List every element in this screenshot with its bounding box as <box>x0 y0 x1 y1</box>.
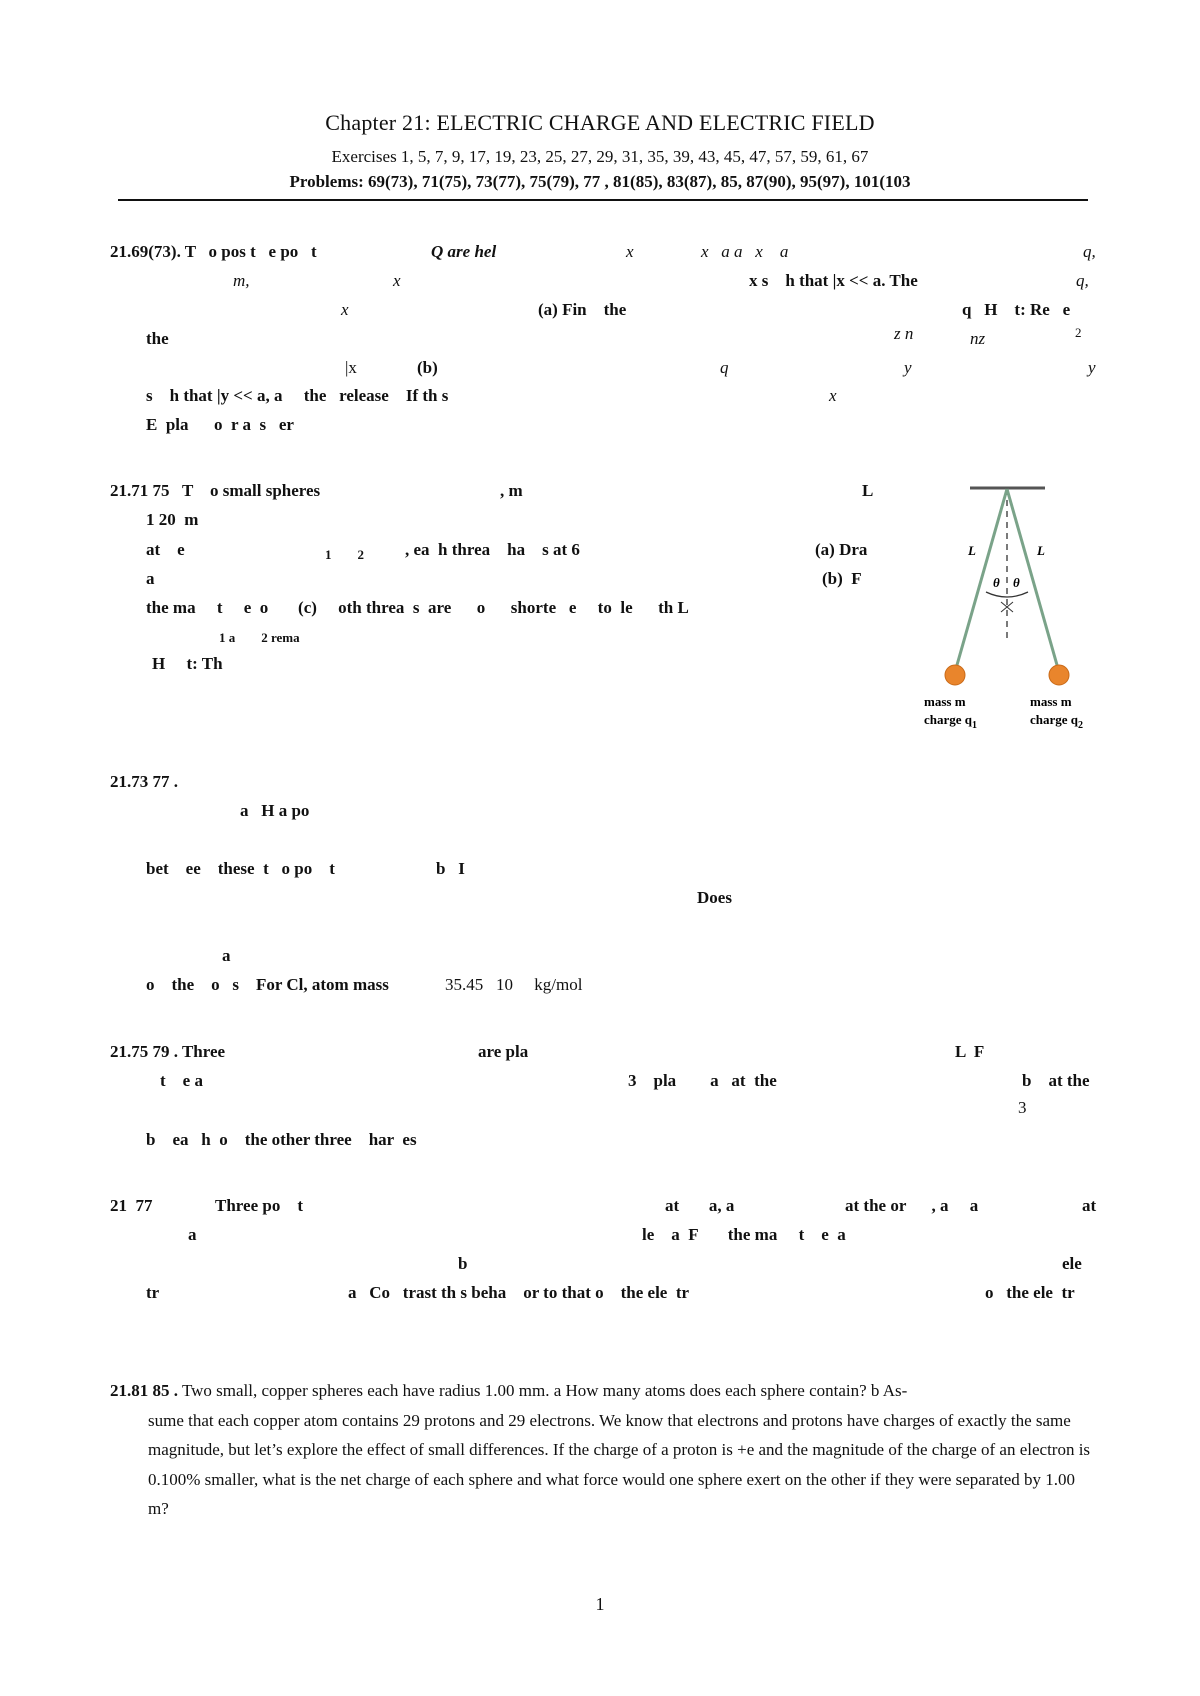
pendulum-figure <box>915 476 1105 736</box>
p77-line1c: at a, a <box>665 1196 735 1215</box>
charge-right-text: charge q <box>1030 712 1079 727</box>
p75-line2c: b at the <box>1022 1071 1090 1090</box>
p71-line3c: , ea h threa ha s at 6 <box>405 540 580 559</box>
p69-line2d: q, <box>1076 271 1089 290</box>
charge-right-label <box>1030 712 1083 731</box>
page-number: 1 <box>595 1594 605 1614</box>
charge-left-label <box>924 712 977 731</box>
p81-text1: Two small, copper spheres each have radius 1.00 mm. a How many atoms does each sphere contain? b As- <box>178 1381 908 1400</box>
p77-line3a: b <box>458 1254 468 1273</box>
p69-line6b: x <box>829 386 837 405</box>
p75-line1b: are pla <box>478 1042 529 1061</box>
exercises-list: Exercises 1, 5, 7, 9, 17, 19, 23, 25, 27, 29, 31, 35, 39, 43, 45, 47, 57, 59, 61, 67 <box>331 147 869 166</box>
p77-line1b: Three po t <box>215 1196 303 1215</box>
p71-line1a: 21.71 75 T o small spheres <box>110 481 321 500</box>
theta-right: θ <box>1013 575 1020 590</box>
p71-line3b: 1 2 <box>325 547 364 562</box>
p69-line1e: q, <box>1083 242 1096 261</box>
charge-right-sub: 2 <box>1078 720 1084 731</box>
p69-line5d: y <box>904 358 912 377</box>
p77-line1d: at the or , a a <box>845 1196 979 1215</box>
p69-line3c: q H t: Re e <box>962 300 1071 319</box>
p69-line2b: x <box>393 271 401 290</box>
p69-line5a: |x <box>345 358 357 377</box>
p75-line1c: L F <box>955 1042 985 1061</box>
p77-line2b: le a F the ma t e a <box>642 1225 846 1244</box>
left-sphere <box>945 665 965 685</box>
right-sphere <box>1049 665 1069 685</box>
p71-line4a: a <box>146 569 155 588</box>
p69-line5e: y <box>1088 358 1096 377</box>
p77-line4b: a Co trast th s beha or to that o the ele tr <box>348 1283 690 1302</box>
p69-line4d: 2 <box>1075 325 1082 340</box>
p77-line4a: tr <box>146 1283 160 1302</box>
p71-line6: 1 a 2 rema <box>219 630 300 645</box>
mass-left-label: mass m <box>924 694 966 709</box>
p77-line2a: a <box>188 1225 197 1244</box>
problems-list: Problems: 69(73), 71(75), 73(77), 75(79), 77 , 81(85), 83(87), 85, 87(90), 95(97), 101(103 <box>289 172 911 191</box>
p73-line4: Does <box>697 888 732 907</box>
p73-line6a: o the o s For Cl, atom mass <box>146 975 389 994</box>
p73-line2: a H a po <box>240 801 310 820</box>
charge-left-sub: 1 <box>972 720 978 731</box>
p69-line3b: (a) Fin the <box>538 300 627 319</box>
p69-line4a: the <box>146 329 169 348</box>
p69-line2a: m, <box>233 271 250 290</box>
p69-line7: E pla o r a s er <box>146 415 294 434</box>
p71-line4b: (b) F <box>822 569 862 588</box>
pendulum-diagram <box>915 476 1105 736</box>
mass-right-label: mass m <box>1030 694 1072 709</box>
p69-line3a: x <box>341 300 349 319</box>
p77-line3b: ele <box>1062 1254 1082 1273</box>
page-title: Chapter 21: ELECTRIC CHARGE AND ELECTRIC FIELD <box>325 110 875 135</box>
p71-line3a: at e <box>146 540 185 559</box>
p75-line2b: 3 pla a at the <box>628 1071 777 1090</box>
p69-line1d: x a a x a <box>701 242 789 261</box>
p75-line2a: t e a <box>160 1071 203 1090</box>
p71-line2: 1 20 m <box>146 510 199 529</box>
p77-line1a: 21 77 <box>110 1196 153 1215</box>
label-l-left: L <box>968 543 976 558</box>
p69-line2c: x s h that |x << a. The <box>749 271 918 290</box>
p81-label: 21.81 85 . <box>110 1381 178 1400</box>
p73-line5: a <box>222 946 231 965</box>
p69-line4b: z n <box>894 324 914 343</box>
p77-line1e: at <box>1082 1196 1097 1215</box>
p71-line3d: (a) Dra <box>815 540 868 559</box>
p75-line1a: 21.75 79 . Three <box>110 1042 226 1061</box>
p73-line1: 21.73 77 . <box>110 772 178 791</box>
header-divider <box>118 199 1088 201</box>
p69-line5b: (b) <box>417 358 438 377</box>
p71-line1c: L <box>862 481 874 500</box>
p71-line7: H t: Th <box>152 654 223 673</box>
label-l-right: L <box>1037 543 1045 558</box>
p73-line3a: bet ee these t o po t <box>146 859 335 878</box>
p71-line1b: , m <box>500 481 523 500</box>
p69-line1b: Q are hel <box>431 242 497 261</box>
theta-left: θ <box>993 575 1000 590</box>
p77-line4c: o the ele tr <box>985 1283 1075 1302</box>
p81-text2: sume that each copper atom contains 29 protons and 29 electrons. We know that electrons and protons have charges of exactly the same magnitude, but let’s explore the effect of small differences. If the charge of a proton is +e and the magnitude of the charge of an electron is 0.100% smaller, what is the net charge of each sphere and what force would one sphere exert on the other if they were separated by 1.00 m? <box>148 1410 1091 1518</box>
p69-line5c: q <box>720 358 729 377</box>
p69-line4c: nz <box>970 329 986 348</box>
p75-line3: 3 <box>1018 1098 1027 1117</box>
problem-21-81 <box>110 1376 1100 1524</box>
p73-line3b: b I <box>436 859 465 878</box>
charge-left-text: charge q <box>924 712 973 727</box>
p69-line6a: s h that |y << a, a the release If th s <box>146 386 449 405</box>
p73-line6b: 35.45 10 kg/mol <box>445 975 583 994</box>
p69-line1c: x <box>626 242 634 261</box>
p69-line1a: 21.69(73). T o pos t e po t <box>110 242 317 261</box>
p75-line4: b ea h o the other three har es <box>146 1130 417 1149</box>
p71-line5: the ma t e o (c) oth threa s are o shorte e to le th L <box>146 598 689 617</box>
